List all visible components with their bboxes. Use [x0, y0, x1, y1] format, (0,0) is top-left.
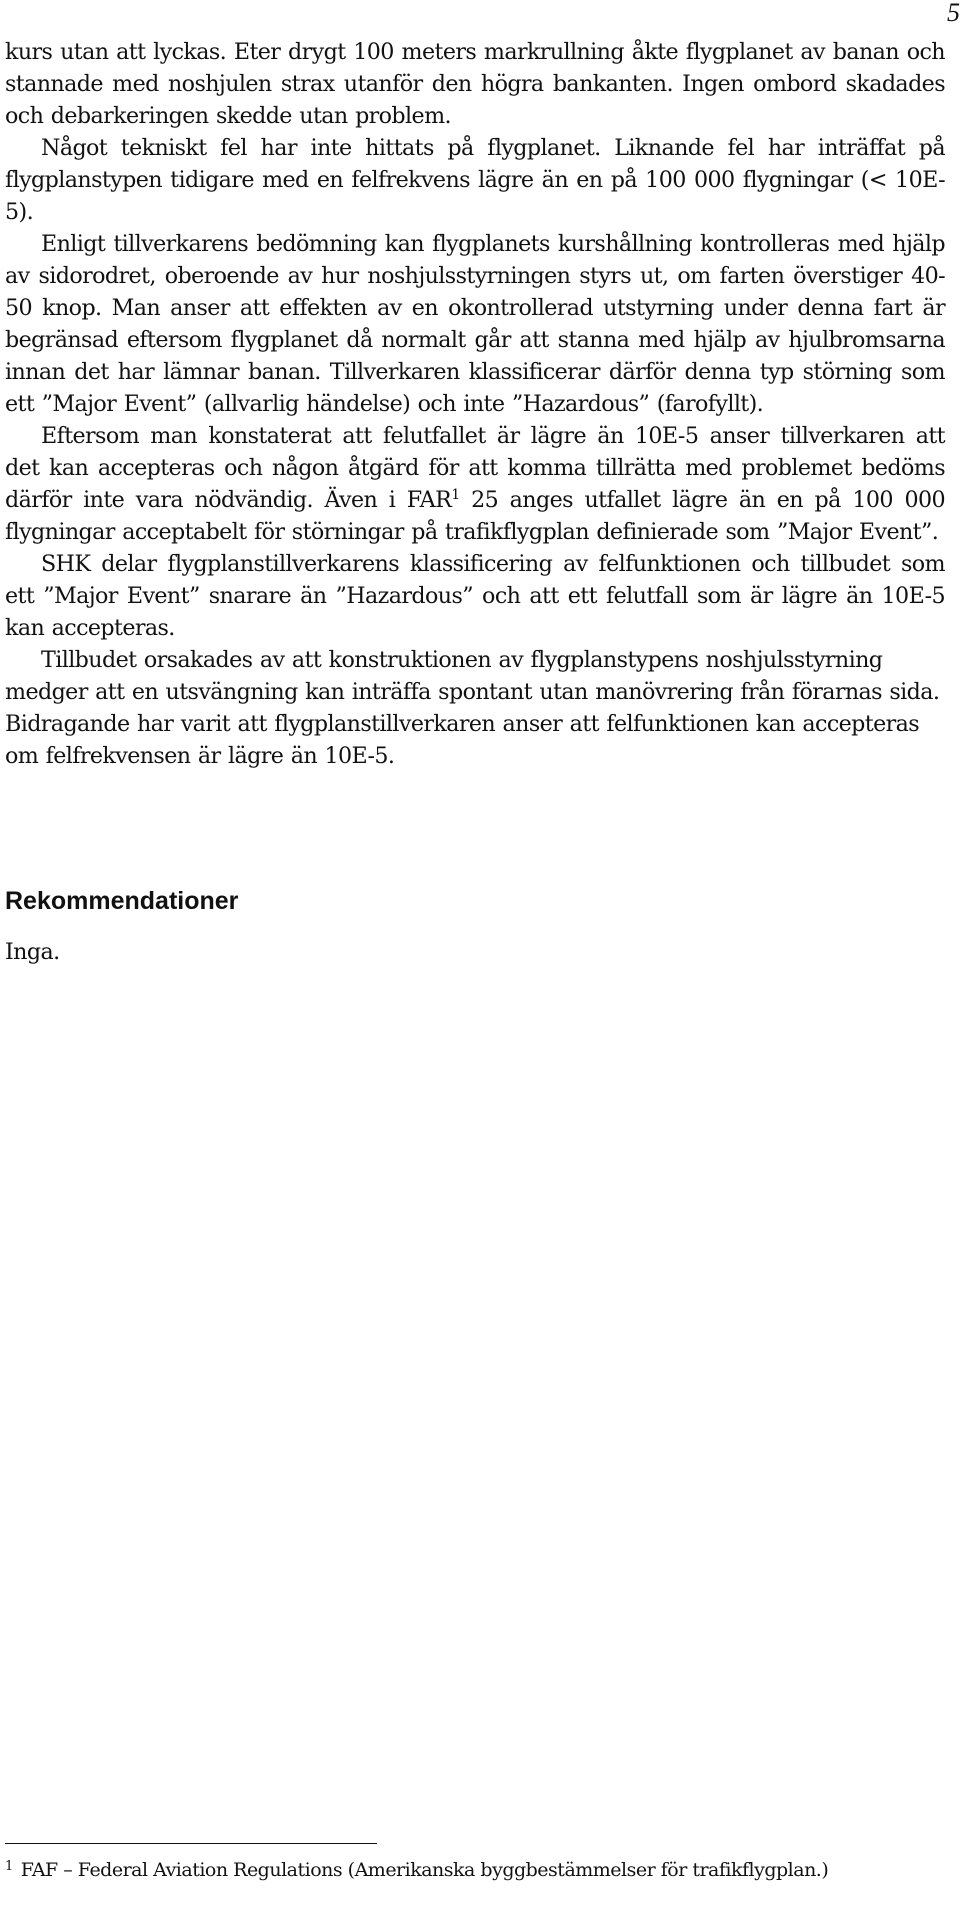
- paragraph-6: Tillbudet orsakades av att konstruktionen av flygplanstypens noshjulsstyrning medger att en utsvängning kan inträffa spontant utan manövrering från förarnas sida. Bidragande har varit att flygplanstillverkaren anser att felfunktionen kan accepteras om felfrekvensen är lägre än 10E-5.: [5, 647, 940, 769]
- footnote-reference[interactable]: 1: [451, 487, 460, 503]
- recommendations-text: Inga.: [5, 939, 60, 965]
- body-text: [5, 36, 945, 772]
- paragraph-4: [5, 420, 945, 548]
- footnote-marker: 1: [5, 1859, 13, 1874]
- paragraph-4-text-a: Eftersom man konstaterat att felutfallet är lägre än 10E-5 anser tillverkaren att det kan accepteras och någon åtgärd för att komma tillrätta med problemet bedöms därför inte vara nödvändig. Även i FAR: [5, 423, 945, 513]
- paragraph-4-text-b: 25 anges utfallet lägre än en på 100 000 flygningar acceptabelt för störningar på trafikflygplan definierade som ”Major Event”.: [5, 487, 945, 545]
- paragraph-3: Enligt tillverkarens bedömning kan flygplanets kurshållning kontrolleras med hjälp av sidorodret, oberoende av hur noshjulsstyrningen styrs ut, om farten överstiger 40-50 knop. Man anser att effekten av en okontrollerad utstyrning under denna fart är begränsad eftersom flygplanet då normalt går att stanna med hjälp av hjulbromsarna innan det har lämnar banan. Tillverkaren klassificerar därför denna typ störning som ett ”Major Event” (allvarlig händelse) och inte ”Hazardous” (farofyllt).: [5, 231, 945, 417]
- paragraph-2: Något tekniskt fel har inte hittats på flygplanet. Liknande fel har inträffat på flygplanstypen tidigare med en felfrekvens lägre än en på 100 000 flygningar (< 10E-5).: [5, 135, 945, 225]
- paragraph-5: SHK delar flygplanstillverkarens klassificering av felfunktionen och tillbudet som ett ”Major Event” snarare än ”Hazardous” och att ett felutfall som är lägre än 10E-5 kan accepteras.: [5, 551, 945, 641]
- paragraph-1: kurs utan att lyckas. Eter drygt 100 meters markrullning åkte flygplanet av banan och stannade med noshjulen strax utanför den högra bankanten. Ingen ombord skadades och debarkeringen skedde utan problem.: [5, 39, 945, 129]
- page-number: 5: [947, 0, 960, 27]
- section-heading-recommendations: Rekommendationer: [5, 887, 239, 915]
- footnote: [5, 1857, 950, 1883]
- footnote-text: FAF – Federal Aviation Regulations (Amerikanska byggbestämmelser för trafikflygplan.): [20, 1859, 829, 1881]
- footnote-separator: [5, 1843, 377, 1844]
